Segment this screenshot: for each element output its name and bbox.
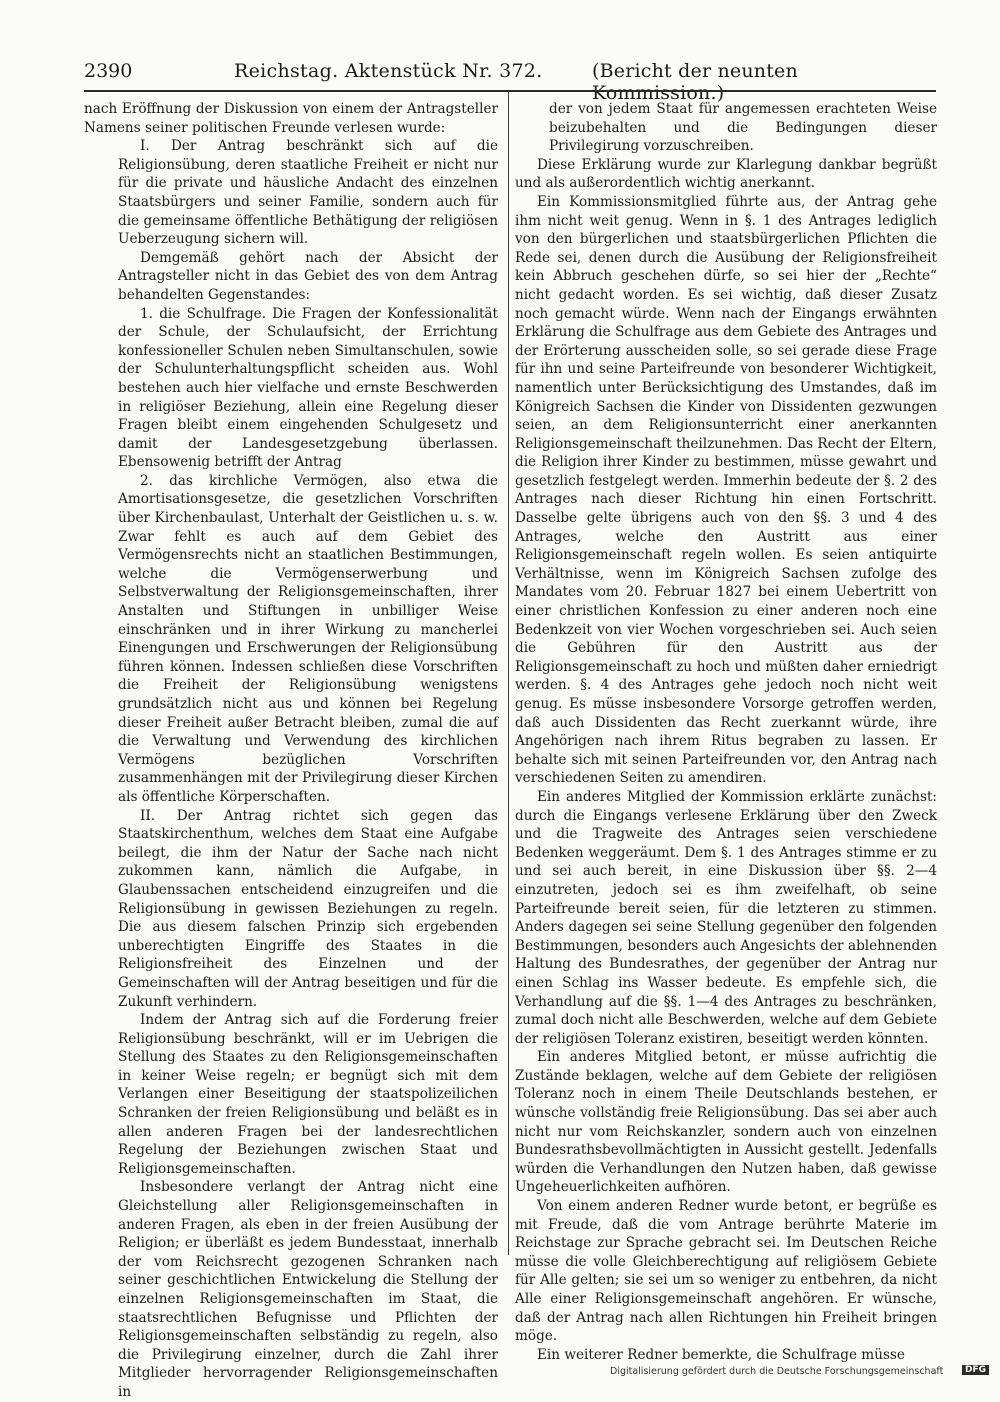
paragraph: 1. die Schulfrage. Die Fragen der Konfessionalität der Schule, der Schulaufsicht, der Errichtung konfessioneller Schulen neben Simultanschulen, sowie der Schulunterhaltungspflicht scheiden aus. Wohl bestehen auch hier vielfache und ernste Beschwerden in religiöser Beziehung, allein eine Regelung dieser Fragen bleibt einem eingehenden Schulgesetz und damit der Landesgesetzgebung überlassen. Ebensowenig betrifft der Antrag <box>118 305 498 471</box>
paragraph: Indem der Antrag sich auf die Forderung freier Religionsübung beschränkt, will er im Uebrigen die Stellung des Staates zu den Religionsgemeinschaften in keiner Weise regeln; er begnügt sich mit dem Verlangen einer Beseitigung der staatspolizeilichen Schranken der freien Religionsübung und beläßt es in allen anderen Fragen bei der landesrechtlichen Regelung der Beziehungen zwischen Staat und Religionsgemeinschaften. <box>118 1012 498 1177</box>
page-number: 2390 <box>84 60 133 82</box>
paragraph: 2. das kirchliche Vermögen, also etwa die Amortisationsgesetze, die gesetzlichen Vorschriften über Kirchenbaulast, Unterhalt der Geistlichen u. s. w. Zwar fehlt es auch auf dem Gebiet des Vermögensrechts nicht an staatlichen Bestimmungen, welche die Vermögenserwerbung und Selbstverwaltung der Religionsgemeinschaften, ihrer Anstalten und Stiftungen in unbilliger Weise einschränken und in ihrer Wirkung zu mancherlei Einengungen und Erschwerungen der Religionsübung führen können. Indessen schließen diese Vorschriften die Freiheit der Religionsübung wenigstens grundsätzlich nicht aus und können bei Regelung dieser Freiheit außer Betracht bleiben, zumal die auf die Verwaltung und Verwendung des kirchlichen Vermögens bezüglichen Vorschriften zusammenhängen mit der Privilegirung dieser Kirchen als öffentliche Körperschaften. <box>118 472 498 805</box>
left-column <box>84 100 498 1400</box>
paragraph: Diese Erklärung wurde zur Klarlegung dankbar begrüßt und als außerordentlich wichtig anerkannt. <box>515 156 937 192</box>
header-rule <box>84 90 936 92</box>
header-subtitle: (Bericht der neunten Kommission.) <box>592 60 798 104</box>
page-footer <box>610 1365 987 1380</box>
paragraph: nach Eröffnung der Diskussion von einem der Antragsteller Namens seiner politischen Freunde verlesen wurde: <box>84 101 498 136</box>
page-header <box>84 58 936 104</box>
dfg-logo: DFG <box>962 1365 989 1375</box>
paragraph: der von jedem Staat für angemessen erachteten Weise beizubehalten und die Bedingungen dieser Privilegirung vorzuschreiben. <box>549 101 937 155</box>
right-column <box>515 100 937 1363</box>
paragraph: Insbesondere verlangt der Antrag nicht eine Gleichstellung aller Religionsgemeinschaften in anderen Fragen, als eben in der freien Ausübung der Religion; er überläßt es jedem Bundesstaat, innerhalb der vom Reichsrecht gezogenen Schranken nach seiner geschichtlichen Entwickelung die Stellung der einzelnen Religionsgemeinschaften im Staat, die staatsrechtlichen Befugnisse und Pflichten der Religionsgemeinschaften selbständig zu regeln, also die Privilegirung einzelner, durch die Zahl ihrer Mitglieder hervorragender Religionsgemeinschaften in <box>118 1179 498 1400</box>
column-divider <box>508 92 509 1255</box>
paragraph: Ein weiterer Redner bemerkte, die Schulfrage müsse <box>537 1346 905 1363</box>
paragraph: Ein anderes Mitglied betont, er müsse aufrichtig die Zustände beklagen, welche auf dem Gebiete der religiösen Toleranz noch in einem Theile Deutschlands bestehen, er wünsche vollständig freie Religionsübung. Das sei aber auch nicht nur vom Reichskanzler, sondern auch von einzelnen Bundesrathsbevollmächtigten in Aussicht gestellt. Jedenfalls würden die Verhandlungen den Nutzen haben, daß gewisse Ungeheuerlichkeiten aufhören. <box>515 1049 937 1196</box>
paragraph: I. Der Antrag beschränkt sich auf die Religionsübung, deren staatliche Freiheit er nicht nur für die private und häusliche Andacht des einzelnen Staatsbürgers und seiner Familie, sondern auch für die gemeinsame öffentliche Bethätigung der religiösen Ueberzeugung sichern will. <box>118 138 498 248</box>
funding-note: Digitalisierung gefördert durch die Deutsche Forschungsgemeinschaft <box>610 1366 944 1377</box>
paragraph: Demgemäß gehört nach der Absicht der Antragsteller nicht in das Gebiet des von dem Antrag behandelten Gegenstandes: <box>118 249 498 303</box>
paragraph: Ein anderes Mitglied der Kommission erklärte zunächst: durch die Eingangs verlesene Erklärung über den Zweck und die Tragweite des Antrages seien verschiedene Bedenken weggeräumt. Dem §. 1 des Antrages stimme er zu und sei auch bereit, in eine Diskussion über §§. 2—4 einzutreten, jedoch sei es ihm zweifelhaft, ob seine Parteifreunde bereit seien, für die letzteren zu stimmen. Anders dagegen sei seine Stellung gegenüber den folgenden Bestimmungen, besonders auch Angesichts der ablehnenden Haltung des Bundesrathes, der gegenüber der Antrag nur einen Schlag ins Wasser bedeute. Es empfehle sich, die Verhandlung auf die §§. 1—4 des Antrages zu beschränken, zumal doch nicht alle Beschwerden, welche auf dem Gebiete der religiösen Toleranz existiren, beseitigt werden könnten. <box>515 788 937 1047</box>
header-title: Reichstag. Aktenstück Nr. 372. <box>234 60 543 82</box>
paragraph: II. Der Antrag richtet sich gegen das Staatskirchenthum, welches dem Staat eine Aufgabe beilegt, die ihm der Natur der Sache nach nicht zukommen kann, nämlich die Aufgabe, in Glaubenssachen entscheidend einzugreifen und die Religionsübung in gewissen Beziehungen zu regeln. Die aus diesem falschen Prinzip sich ergebenden unberechtigten Eingriffe des Staates in die Religionsfreiheit des Einzelnen und der Gemeinschaften will der Antrag beseitigen und für die Zukunft verhindern. <box>118 807 498 1010</box>
paragraph: Ein Kommissionsmitglied führte aus, der Antrag gehe ihm nicht weit genug. Wenn in §. 1 des Antrages lediglich von den bürgerlichen und staatsbürgerlichen Pflichten die Rede sei, denen durch die Ausübung der Religionsfreiheit kein Abbruch geschehen dürfe, so sei hier der „Rechte“ nicht gedacht worden. Es sei wichtig, daß dieser Zusatz noch gemacht würde. Wenn nach der Eingangs erwähnten Erklärung die Schulfrage aus dem Gebiete des Antrages und der Erörterung ausscheiden solle, so sei gerade diese Frage für ihn und seine Parteifreunde von besonderer Wichtigkeit, namentlich unter Berücksichtigung des Umstandes, daß im Königreich Sachsen die Kinder von Dissidenten gezwungen seien, an dem Religionsunterricht einer anerkannten Religionsgemeinschaft theilzunehmen. Das Recht der Eltern, die Religion ihrer Kinder zu bestimmen, müsse gewahrt und gesetzlich festgelegt werden. Immerhin bedeute der §. 2 des Antrages nach dieser Richtung hin einen Fortschritt. Dasselbe gelte übrigens auch von den §§. 3 und 4 des Antrages, welche den Austritt aus einer Religionsgemeinschaft regeln wollen. Es seien antiquirte Verhältnisse, wenn im Königreich Sachsen zufolge des Mandates vom 20. Februar 1827 bei einem Uebertritt von einer christlichen Konfession zu einer anderen noch eine Bedenkzeit von vier Wochen vorgeschrieben sei. Auch seien die Gebühren für den Austritt aus der Religionsgemeinschaft zu hoch und müßten daher erniedrigt werden. §. 4 des Antrages gehe jedoch noch nicht weit genug. Es müsse insbesondere Vorsorge getroffen werden, daß auch Dissidenten das Recht zuerkannt würde, ihre Angehörigen nach ihrem Ritus begraben zu lassen. Er behalte sich mit seinen Parteifreunden vor, den Antrag nach verschiedenen Seiten zu amendiren. <box>515 193 937 787</box>
paragraph: Von einem anderen Redner wurde betont, er begrüße es mit Freude, daß die vom Antrage berührte Materie im Reichstage zur Sprache gebracht sei. Im Deutschen Reiche müsse die volle Gleichberechtigung auf religiösem Gebiete für Alle gelten; sie sei um so weniger zu entbehren, da nicht Alle einer Religionsgemeinschaft angehören. Er wünsche, daß der Antrag nach allen Richtungen hin Freiheit bringen möge. <box>515 1198 937 1345</box>
